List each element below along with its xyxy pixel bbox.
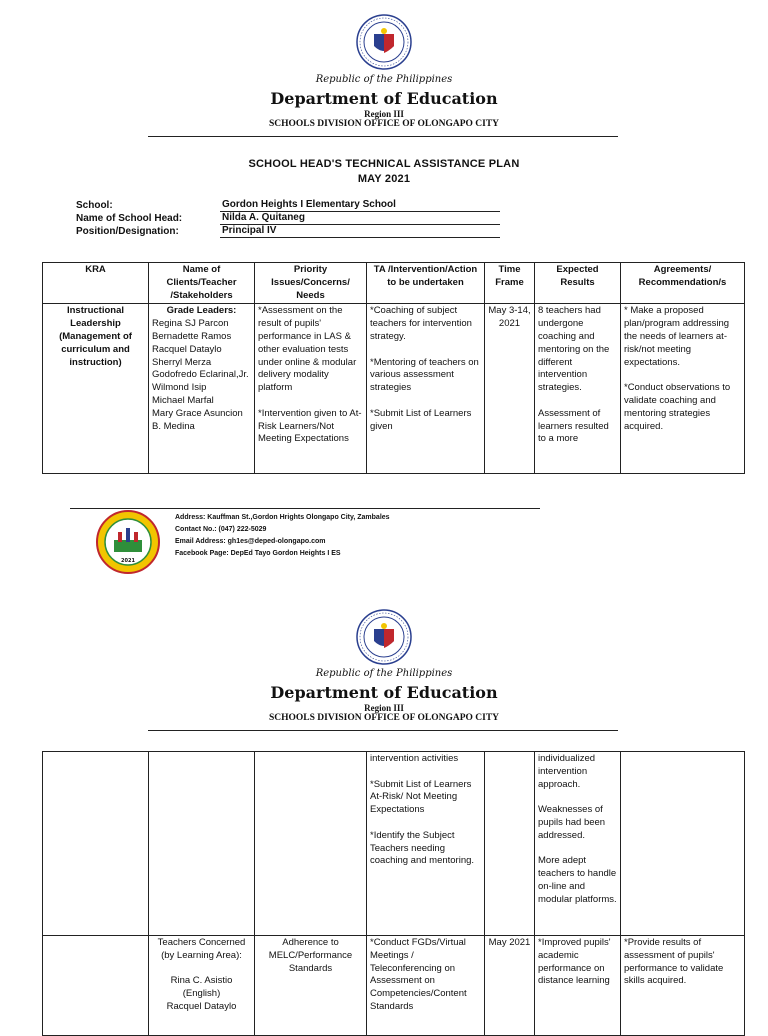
deped-seal-icon <box>356 14 412 70</box>
division-heading: SCHOOLS DIVISION OFFICE OF OLONGAPO CITY <box>268 119 500 129</box>
technical-assistance-table-continued <box>42 751 745 1036</box>
kra-cell-empty <box>43 936 149 1036</box>
footer-contact: Contact No.: (047) 222-5029 <box>175 526 267 533</box>
info-label-school-head: Name of School Head: <box>76 213 183 224</box>
info-label-school: School: <box>76 200 113 211</box>
footer-divider <box>70 508 540 509</box>
info-value-school-head: Nilda A. Quitaneg <box>220 212 500 225</box>
school-logo-icon <box>96 510 160 574</box>
ta-cell: intervention activities *Submit List of Learners At-Risk/ Not Meeting Expectations *Identify the Subject Teachers needing coaching and mentoring. <box>367 752 485 936</box>
republic-heading: Republic of the Philippines <box>315 74 453 85</box>
region-heading-page2: Region III <box>364 703 404 713</box>
table-row <box>43 936 745 1036</box>
header-time-frame: Time Frame <box>485 263 535 304</box>
deped-seal-icon-page2 <box>356 609 412 665</box>
republic-heading-page2: Republic of the Philippines <box>315 668 453 679</box>
time-frame-cell-empty <box>485 752 535 936</box>
clients-list: Regina SJ Parcon Bernadette Ramos Racquel Dataylo Sherryl Merza Godofredo Eclarinal,Jr. Wilmond Isip Michael Marfal Mary Grace Asuncion B. Medina <box>152 318 249 432</box>
clients-cell-empty <box>149 752 255 936</box>
table-row <box>43 752 745 936</box>
footer-email: Email Address: gh1es@deped-olongapo.com <box>175 538 326 545</box>
header-clients: Name of Clients/Teacher /Stakeholders <box>149 263 255 304</box>
school-logo-year: 2021 <box>121 558 135 564</box>
header-ta: TA /Intervention/Action to be undertaken <box>367 263 485 304</box>
header-divider <box>148 136 618 137</box>
header-kra: KRA <box>43 263 149 304</box>
time-frame-cell: May 3-14, 2021 <box>485 304 535 474</box>
clients-cell: Teachers Concerned (by Learning Area): Rina C. Asistio (English) Racquel Dataylo <box>149 936 255 1036</box>
plan-title: SCHOOL HEAD'S TECHNICAL ASSISTANCE PLAN <box>248 158 520 170</box>
agreements-cell: * Make a proposed plan/program addressing the needs of learners at-risk/not meeting expectations. *Conduct observations to validate coaching and mentoring strategies acquired. <box>621 304 745 474</box>
agreements-cell-empty <box>621 752 745 936</box>
technical-assistance-table <box>42 262 745 474</box>
plan-month: MAY 2021 <box>357 173 411 185</box>
results-cell: individualized intervention approach. Weaknesses of pupils had been addressed. More adept teachers to handle on-line and modular platforms. <box>535 752 621 936</box>
region-heading: Region III <box>364 109 404 119</box>
division-heading-page2: SCHOOLS DIVISION OFFICE OF OLONGAPO CITY <box>268 713 500 723</box>
header-expected-results: Expected Results <box>535 263 621 304</box>
issues-cell: Adherence to MELC/Performance Standards <box>255 936 367 1036</box>
header-divider-page2 <box>148 730 618 731</box>
footer-address: Address: Kauffman St.,Gordon Hrights Olongapo City, Zambales <box>175 514 390 521</box>
clients-cell <box>149 304 255 474</box>
footer-facebook: Facebook Page: DepEd Tayo Gordon Heights I ES <box>175 550 341 557</box>
ta-cell: *Coaching of subject teachers for intervention strategy. *Mentoring of teachers on various assessment strategies *Submit List of Learners given <box>367 304 485 474</box>
header-issues: Priority Issues/Concerns/ Needs <box>255 263 367 304</box>
info-value-school: Gordon Heights I Elementary School <box>220 199 500 212</box>
kra-cell-empty <box>43 752 149 936</box>
time-frame-cell: May 2021 <box>485 936 535 1036</box>
ta-cell: *Conduct FGDs/Virtual Meetings / Teleconferencing on Assessment on Competencies/Content Standards <box>367 936 485 1036</box>
info-value-position: Principal IV <box>220 225 500 238</box>
department-heading-page2: Department of Education <box>270 683 498 702</box>
results-cell: 8 teachers had undergone coaching and mentoring on the different intervention strategies. Assessment of learners resulted to a more <box>535 304 621 474</box>
agreements-cell: *Provide results of assessment of pupils' performance to validate skills acquired. <box>621 936 745 1036</box>
info-label-position: Position/Designation: <box>76 226 179 237</box>
issues-cell: *Assessment on the result of pupils' performance in LAS & other evaluation tests under online & modular delivery modality platform *Intervention given to At-Risk Learners/Not Meeting Expectations <box>255 304 367 474</box>
results-cell: *Improved pupils' academic performance on distance learning <box>535 936 621 1036</box>
issues-cell-empty <box>255 752 367 936</box>
table-header-row <box>43 263 745 304</box>
kra-cell: Instructional Leadership (Management of curriculum and instruction) <box>43 304 149 474</box>
clients-title: Grade Leaders: <box>166 305 237 317</box>
table-row <box>43 304 745 474</box>
header-agreements: Agreements/ Recommendation/s <box>621 263 745 304</box>
department-heading: Department of Education <box>270 89 498 108</box>
